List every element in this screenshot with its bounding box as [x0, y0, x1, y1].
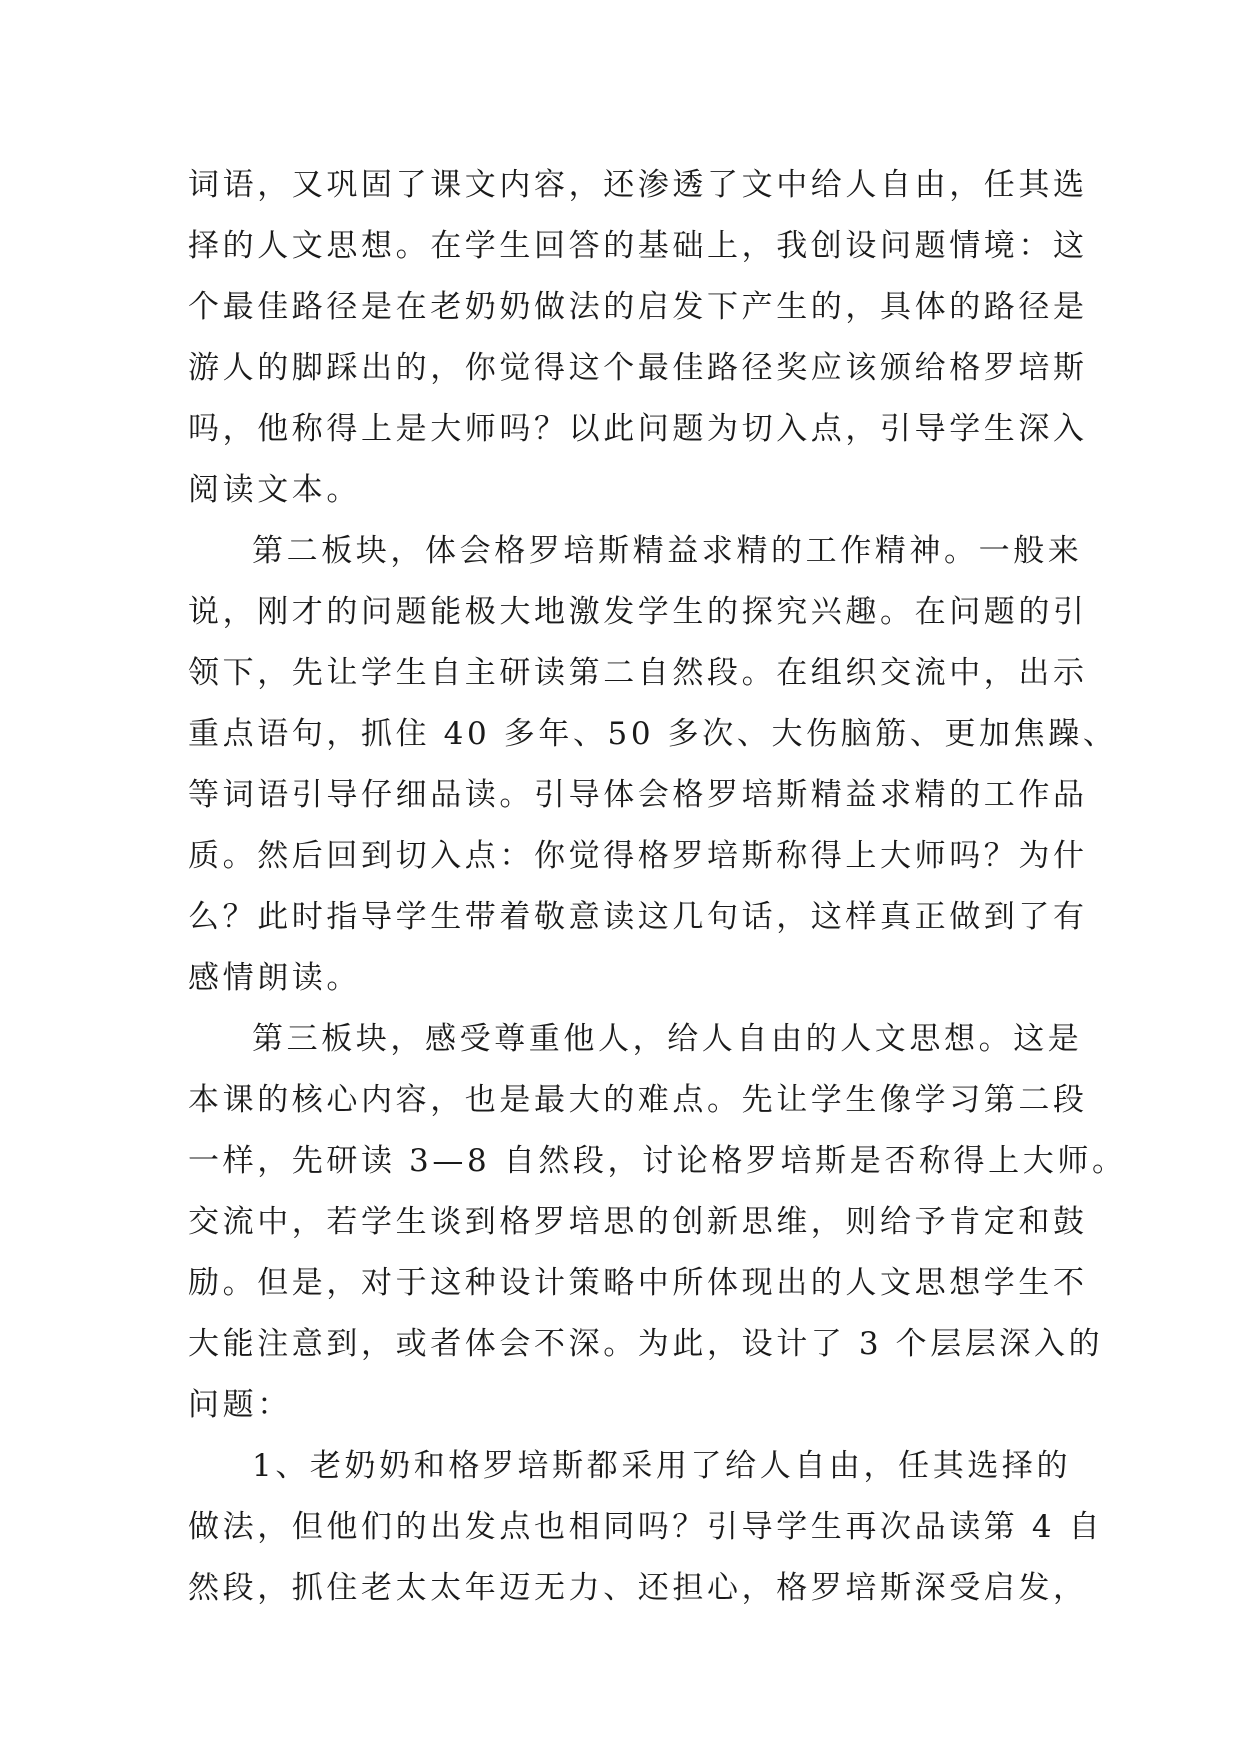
text-line: 词语，又巩固了课文内容，还渗透了文中给人自由，任其选 — [188, 167, 1088, 203]
text-line: 问题： — [188, 1387, 292, 1423]
text-line: 然段，抓住老太太年迈无力、还担心，格罗培斯深受启发， — [188, 1570, 1088, 1606]
text-line: 择的人文思想。在学生回答的基础上，我创设问题情境：这 — [188, 228, 1088, 264]
paragraph-first-line: 第二板块，体会格罗培斯精益求精的工作精神。一般来 — [252, 533, 1083, 569]
document-body — [188, 155, 1127, 1619]
text-line: 一样，先研读 3—8 自然段，讨论格罗培斯是否称得上大师。 — [188, 1143, 1127, 1179]
text-line: 阅读文本。 — [188, 472, 361, 508]
text-line: 大能注意到，或者体会不深。为此，设计了 3 个层层深入的 — [188, 1326, 1104, 1362]
text-line: 重点语句，抓住 40 多年、50 多次、大伤脑筋、更加焦躁、 — [188, 716, 1118, 752]
text-line: 励。但是，对于这种设计策略中所体现出的人文思想学生不 — [188, 1265, 1088, 1301]
text-line: 本课的核心内容，也是最大的难点。先让学生像学习第二段 — [188, 1082, 1088, 1118]
paragraph-first-line: 第三板块，感受尊重他人，给人自由的人文思想。这是 — [252, 1021, 1083, 1057]
text-line: 领下，先让学生自主研读第二自然段。在组织交流中，出示 — [188, 655, 1088, 691]
text-line: 说，刚才的问题能极大地激发学生的探究兴趣。在问题的引 — [188, 594, 1088, 630]
text-line: 质。然后回到切入点：你觉得格罗培斯称得上大师吗？为什 — [188, 838, 1088, 874]
text-line: 交流中，若学生谈到格罗培思的创新思维，则给予肯定和鼓 — [188, 1204, 1088, 1240]
text-line: 个最佳路径是在老奶奶做法的启发下产生的，具体的路径是 — [188, 289, 1088, 325]
text-line: 等词语引导仔细品读。引导体会格罗培斯精益求精的工作品 — [188, 777, 1088, 813]
paragraph-first-line: 1、老奶奶和格罗培斯都采用了给人自由，任其选择的 — [252, 1448, 1072, 1484]
text-line: 做法，但他们的出发点也相同吗？引导学生再次品读第 4 自 — [188, 1509, 1104, 1545]
text-line: 感情朗读。 — [188, 960, 361, 996]
text-line: 吗，他称得上是大师吗？以此问题为切入点，引导学生深入 — [188, 411, 1088, 447]
text-line: 么？此时指导学生带着敬意读这几句话，这样真正做到了有 — [188, 899, 1088, 935]
text-line: 游人的脚踩出的，你觉得这个最佳路径奖应该颁给格罗培斯 — [188, 350, 1088, 386]
